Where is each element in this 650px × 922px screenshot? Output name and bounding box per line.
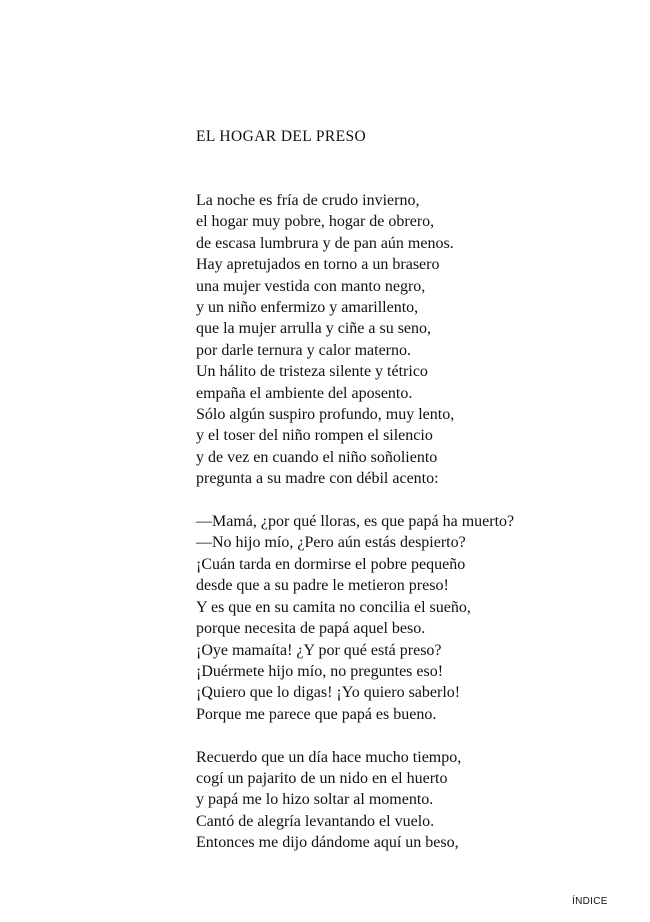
poem-body bbox=[196, 190, 636, 875]
poem-line: de escasa lumbrura y de pan aún menos. bbox=[196, 234, 454, 252]
poem-line: Hay apretujados en torno a un brasero bbox=[196, 256, 440, 274]
poem-line: y de vez en cuando el niño soñoliento bbox=[196, 448, 438, 466]
poem-line: y el toser del niño rompen el silencio bbox=[196, 427, 433, 445]
poem-line: una mujer vestida con manto negro, bbox=[196, 277, 426, 295]
poem-line: y papá me lo hizo soltar al momento. bbox=[196, 791, 434, 809]
poem-line: Cantó de alegría levantando el vuelo. bbox=[196, 812, 435, 830]
poem-line: Sólo algún suspiro profundo, muy lento, bbox=[196, 406, 455, 424]
poem-line: que la mujer arrulla y ciñe a su seno, bbox=[196, 320, 432, 338]
poem-line: empaña el ambiente del aposento. bbox=[196, 384, 413, 402]
poem-line: Entonces me dijo dándome aquí un beso, bbox=[196, 834, 459, 852]
poem-title: EL HOGAR DEL PRESO bbox=[196, 128, 367, 145]
poem-line: porque necesita de papá aquel beso. bbox=[196, 620, 426, 638]
poem-line: ¡Quiero que lo digas! ¡Yo quiero saberlo! bbox=[196, 684, 461, 702]
index-link[interactable]: ÍNDICE bbox=[572, 896, 608, 907]
poem-line: pregunta a su madre con débil acento: bbox=[196, 470, 439, 488]
stanza bbox=[196, 511, 636, 725]
poem-line: ¡Oye mamaíta! ¿Y por qué está preso? bbox=[196, 641, 442, 659]
poem-line: Un hálito de tristeza silente y tétrico bbox=[196, 363, 428, 381]
poem-line: —No hijo mío, ¿Pero aún estás despierto? bbox=[196, 534, 466, 552]
stanza bbox=[196, 747, 636, 854]
stanza bbox=[196, 190, 636, 490]
poem-line: Porque me parece que papá es bueno. bbox=[196, 705, 437, 723]
poem-line: Y es que en su camita no concilia el sueño, bbox=[196, 598, 471, 616]
poem-line: ¡Duérmete hijo mío, no preguntes eso! bbox=[196, 662, 444, 680]
poem-line: Recuerdo que un día hace mucho tiempo, bbox=[196, 748, 462, 766]
poem-line: cogí un pajarito de un nido en el huerto bbox=[196, 769, 448, 787]
poem-line: La noche es fría de crudo invierno, bbox=[196, 192, 420, 209]
poem-line: desde que a su padre le metieron preso! bbox=[196, 577, 449, 595]
poem-line: el hogar muy pobre, hogar de obrero, bbox=[196, 213, 435, 231]
poem-line: y un niño enfermizo y amarillento, bbox=[196, 299, 419, 317]
poem-line: ¡Cuán tarda en dormirse el pobre pequeño bbox=[196, 555, 466, 573]
poem-line: —Mamá, ¿por qué lloras, es que papá ha muerto? bbox=[196, 513, 515, 531]
poem-line: por darle ternura y calor materno. bbox=[196, 341, 412, 359]
